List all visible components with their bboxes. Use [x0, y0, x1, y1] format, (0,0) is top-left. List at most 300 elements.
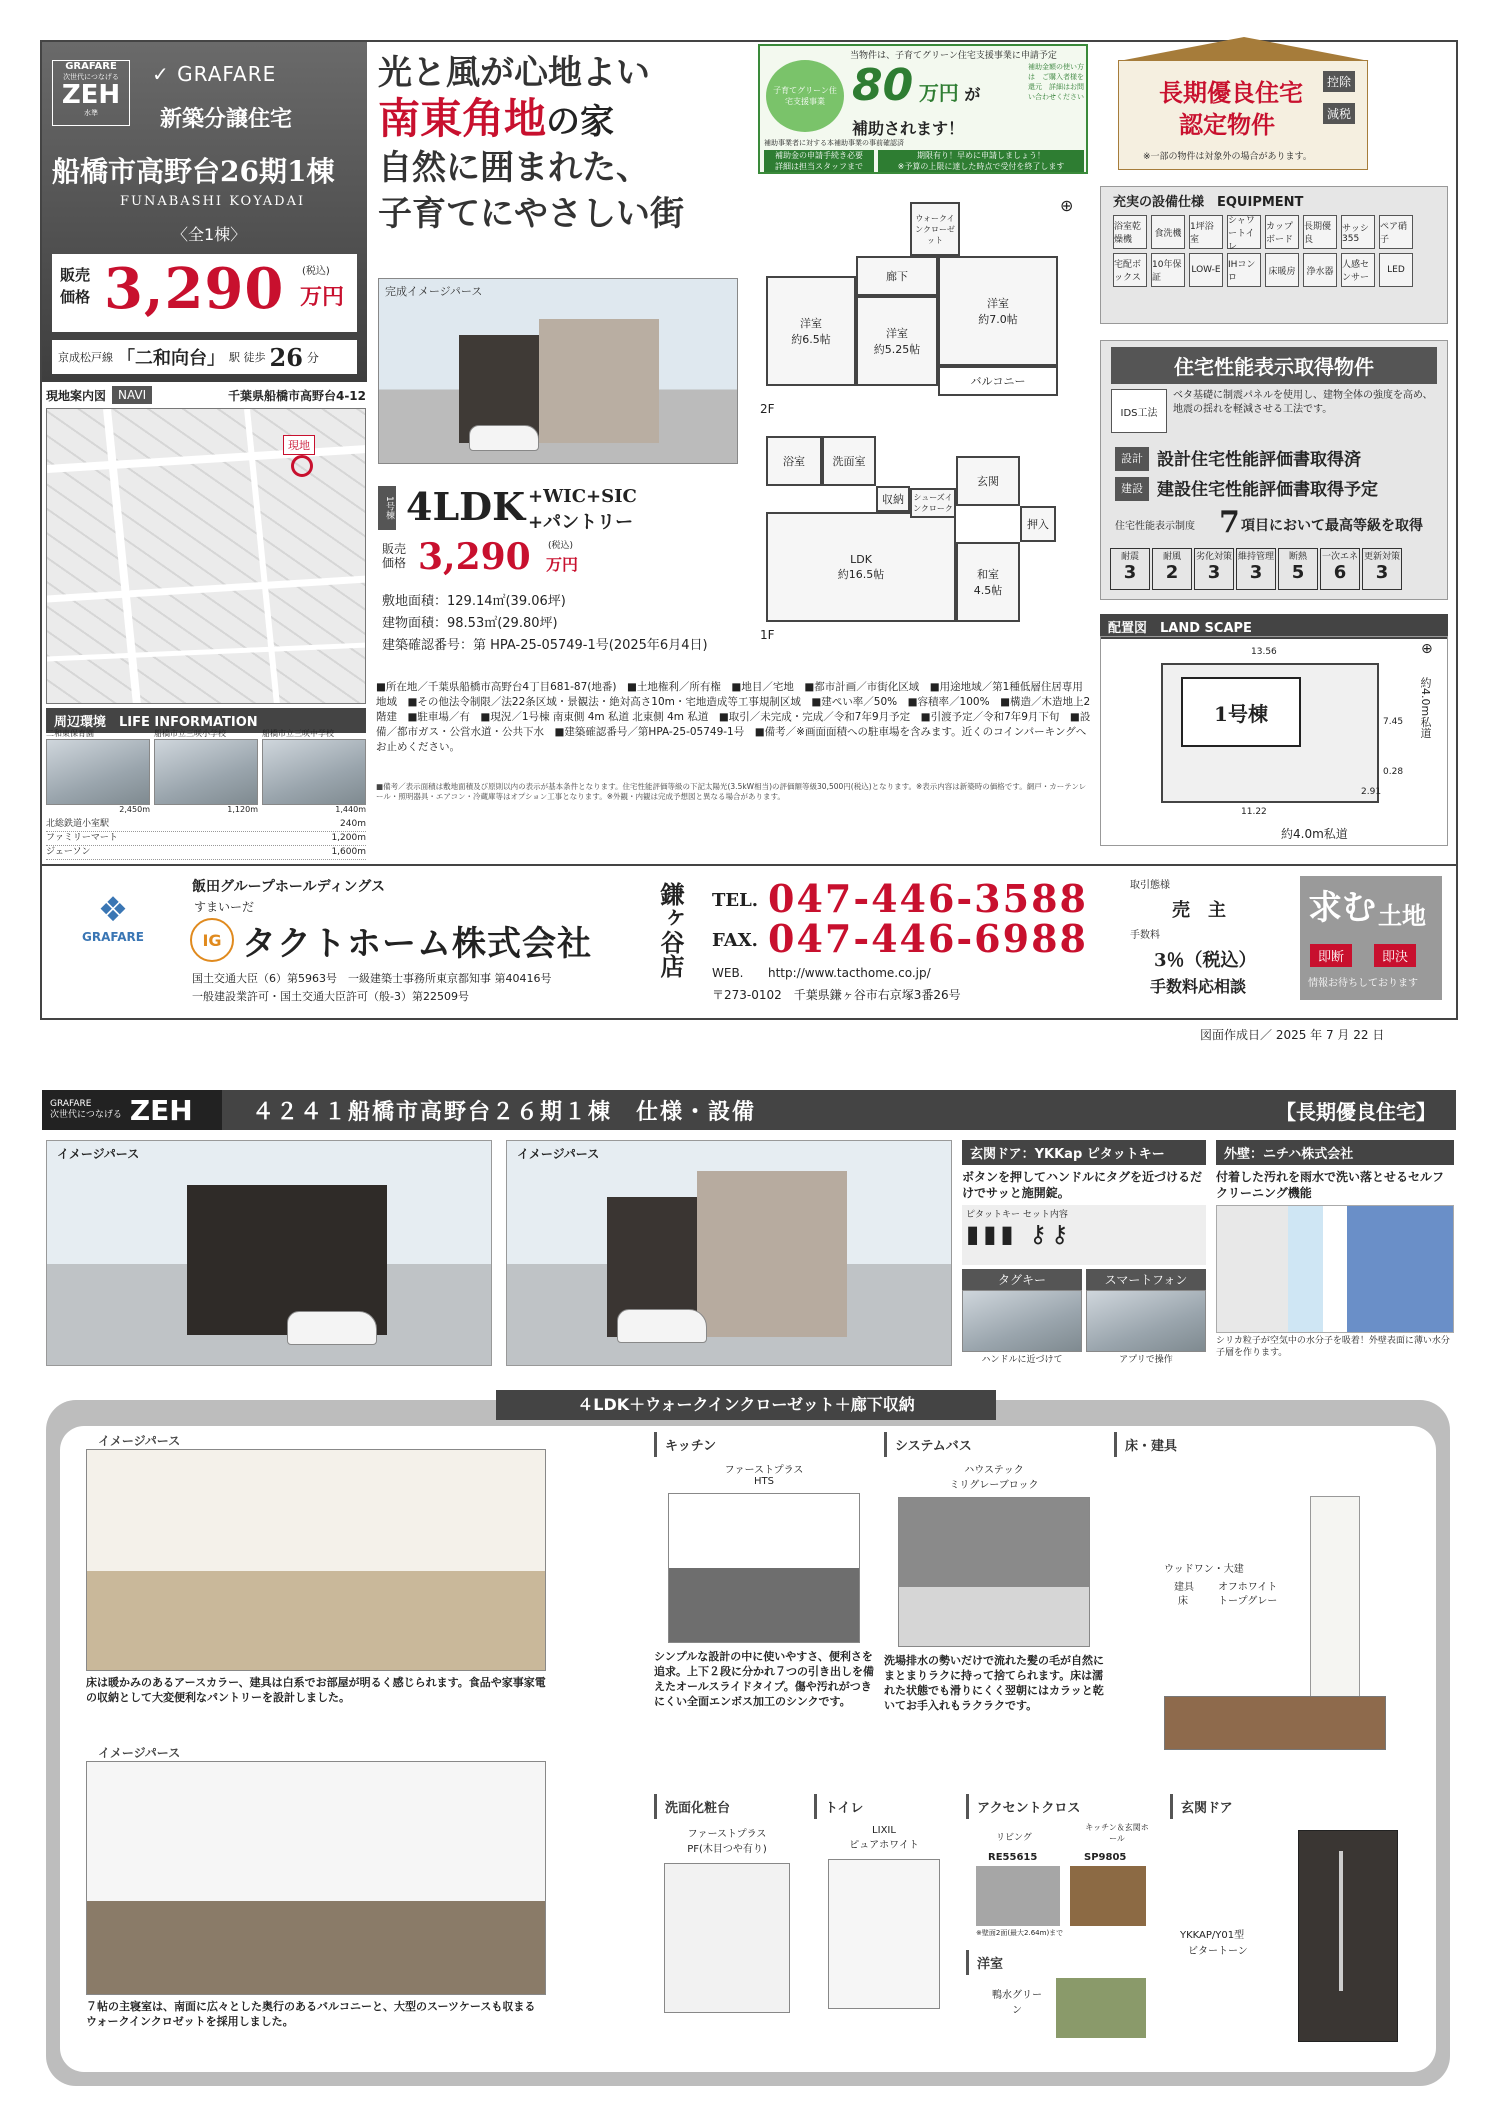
room-1f-storage [876, 486, 910, 512]
washi-color: 鴨水グリーン [992, 1990, 1042, 2016]
life-list [46, 818, 366, 860]
spec-exterior-1 [46, 1140, 492, 1366]
map-address: 千葉県船橋市高野台4-12 [227, 388, 366, 403]
entrance-product: YKKAP/Y01型 [1180, 1930, 1245, 1941]
door-key-tag [962, 1269, 1082, 1365]
toilet-section [814, 1794, 954, 2054]
vanity-title: 洗面化粧台 [654, 1794, 800, 1819]
floorplan-1f [760, 432, 1090, 644]
company-address: 〒273-0102 千葉県鎌ヶ谷市右京塚3番26号 [712, 988, 961, 1002]
landscape-site [1100, 636, 1448, 846]
grafare-footer-logo [68, 890, 158, 944]
house-light-block [697, 1171, 847, 1337]
headline-line-4: 子育てにやさしい街 [378, 194, 684, 234]
door-key-tag-label: タグキー [962, 1269, 1082, 1290]
life-list-row [46, 846, 366, 860]
equipment-icon: シャワートイレ [1227, 215, 1261, 249]
rating-item [1194, 548, 1234, 590]
longterm-box [1118, 60, 1368, 170]
headline [378, 50, 748, 237]
rating-grade: 3 [1207, 562, 1221, 583]
kitchen-product: ファーストプラス [724, 1465, 804, 1476]
door-key-phone [1086, 1269, 1206, 1365]
room-name: シューズインクローク [913, 493, 953, 513]
plan-price-label: 販売価格 [382, 542, 407, 570]
room-1f-label [838, 553, 885, 582]
cross-living: リビング [996, 1833, 1032, 1843]
cross-section [966, 1794, 1156, 1944]
toilet-title: トイレ [814, 1794, 954, 1819]
life-list-row [46, 818, 366, 832]
life-list-dist: 1,200m [331, 833, 366, 843]
room-name: 洋室 [987, 297, 1009, 310]
ldk-text: 床は暖かみのあるアースカラー、建具は白系でお部屋が明るく感じられます。食品や家事家電の収納として大変便利なパントリーを設計しました。 [86, 1676, 546, 1704]
wanted-5: 情報お待ちしております [1308, 978, 1418, 989]
equipment-icon: 長期優良 [1303, 215, 1337, 249]
wanted-2: 土地 [1378, 901, 1426, 930]
rating-grade: 3 [1123, 562, 1137, 583]
floor-door-label: 建具 [1174, 1582, 1194, 1593]
license-2: 一般建設業許可・国土交通大臣許可（般-3）第22509号 [192, 990, 469, 1003]
room-2f-hall [856, 256, 938, 296]
station-walk: 駅 徒歩 [229, 351, 266, 364]
entrance-door-photo [1298, 1830, 1398, 2042]
company-footer [42, 864, 1456, 1018]
life-item-0 [46, 728, 150, 814]
spec-exterior-2 [506, 1140, 952, 1366]
project-kind: 新築分譲住宅 [160, 106, 293, 132]
holdings-name: 飯田グループホールディングス [192, 879, 386, 895]
entrance-section [1170, 1794, 1426, 2054]
life-photo [262, 739, 366, 805]
door-key-phone-label: スマートフォン [1086, 1269, 1206, 1290]
bed-label: イメージパース [98, 1746, 181, 1760]
grafare-logo [152, 62, 276, 86]
headline-line-1: 光と風が心地よい [378, 53, 650, 93]
price-block [52, 254, 357, 332]
rating-grade: 5 [1291, 562, 1305, 583]
created-date: 図面作成日／ 2025 年 7 月 22 日 [1200, 1028, 1385, 1042]
room-name: 廊下 [886, 270, 908, 283]
house-light-wall [539, 319, 659, 443]
plan-price: 3,290 [418, 536, 531, 578]
room-2f-wic [910, 202, 960, 256]
subsidy-box-right [878, 150, 1084, 172]
toilet-product: LIXIL [872, 1825, 896, 1836]
floor-product: ウッドワン・大建 [1164, 1564, 1244, 1575]
cross-swatch-1 [976, 1866, 1060, 1926]
station-minutes: 26 [269, 342, 303, 372]
subsidy-amount-unit: 万円 [918, 81, 959, 105]
room-name: 洋室 [800, 317, 822, 330]
equipment-icon: 1坪浴室 [1189, 215, 1223, 249]
door-key-panel [962, 1140, 1206, 1386]
map-roads [47, 409, 366, 704]
spec-title-bar [42, 1090, 1456, 1130]
rating-name: 耐震 [1120, 552, 1139, 562]
performance-ratings [1109, 547, 1445, 591]
rating-item [1362, 548, 1402, 590]
cross-note: ※壁面2面(最大2.64m)まで [976, 1929, 1064, 1937]
room-name: 洗面室 [832, 455, 866, 468]
floor-1f-label: 1F [760, 628, 775, 642]
performance-line-2: 建設住宅性能評価書取得予定 [1157, 480, 1378, 500]
life-list-row [46, 832, 366, 846]
life-item-dist: 2,450m [119, 805, 150, 814]
perspective-image [378, 278, 738, 464]
wall-diagram [1216, 1205, 1454, 1333]
left-column [42, 42, 367, 382]
room-1f-closet [1020, 506, 1056, 542]
performance-title: 住宅性能表示取得物件 [1111, 347, 1437, 384]
zeh-badge-level: 水準 [84, 109, 98, 117]
ids-text: ベタ基礎に制震パネルを使用し、建物全体の強度を高め、地震の揺れを軽減させる工法です。 [1173, 390, 1433, 415]
life-list-dist: 1,600m [331, 847, 366, 857]
performance-panel [1100, 340, 1448, 600]
wanted-4: 即決 [1374, 944, 1416, 967]
map-site-circle [291, 455, 313, 477]
house-car [287, 1311, 377, 1345]
spec-banner: ４LDK＋ウォークインクローゼット＋廊下収納 [496, 1390, 996, 1420]
room-size: 約5.25帖 [873, 343, 921, 356]
house-car [617, 1309, 707, 1343]
equipment-grid [1111, 213, 1441, 289]
room-name: LDK [850, 552, 872, 566]
branch-name: 鎌ヶ谷店 [656, 882, 685, 978]
deal-value: 売 主 [1172, 900, 1226, 921]
floor-sample [1164, 1696, 1386, 1750]
performance-badge-1: 設計 [1115, 447, 1149, 471]
plan-layout: 4LDK [406, 484, 526, 529]
room-1f-bath [766, 436, 822, 486]
cross-code-1: RE55615 [988, 1852, 1038, 1863]
performance-items-count: 7 [1219, 505, 1240, 540]
plan-plus-1: +WIC+SIC [528, 486, 637, 507]
rating-grade: 3 [1249, 562, 1263, 583]
life-list-name: 北総鉄道小室駅 [46, 819, 110, 829]
room-1f-entrance [956, 456, 1020, 506]
subsidy-ribbon: 補助事業者に対する本補助事業の事前確認済 [764, 139, 904, 147]
headline-line-3: 自然に囲まれた、 [378, 148, 650, 188]
life-list-dist: 240m [340, 819, 366, 829]
rating-name: 断熱 [1288, 552, 1307, 562]
performance-items-text: 項目において最高等級を取得 [1241, 518, 1423, 534]
ldk-label: イメージパース [98, 1434, 181, 1448]
equipment-icon: ペア硝子 [1379, 215, 1413, 249]
life-list-name: ジェーソン [46, 847, 91, 857]
map-label: 現地案内図 [46, 388, 107, 403]
life-info-header: 周辺環境 LIFE INFORMATION [46, 708, 366, 733]
room-2f-label [791, 315, 831, 347]
washi-title: 洋室 [966, 1950, 1026, 1975]
compass-icon: ⊕ [1060, 196, 1074, 215]
kitchen-model: HTS [754, 1476, 774, 1487]
project-roman: FUNABASHI KOYADAI [120, 194, 306, 209]
wall-panel [1216, 1140, 1454, 1386]
longterm-line-1: 長期優良住宅 [1159, 78, 1303, 107]
room-2f-label [978, 295, 1018, 327]
equipment-icon: LED [1379, 253, 1413, 287]
performance-line-1: 設計住宅性能評価書取得済 [1157, 450, 1361, 470]
fee-note: 手数料応相談 [1150, 977, 1247, 996]
unit-badge: 1号棟 [378, 486, 396, 530]
deal-label: 取引態様 [1130, 880, 1170, 891]
bath-title: システムバス [884, 1432, 1104, 1457]
fee-value: 3％（税込） [1154, 950, 1257, 971]
room-1f-washroom [822, 436, 876, 486]
life-item-name: 船橋市立三咲小学校 [154, 729, 226, 738]
equipment-icon: 人感センサー [1341, 253, 1375, 287]
room-1f-sic [910, 488, 956, 518]
equipment-icon: 浄水器 [1303, 253, 1337, 287]
vanity-photo [664, 1863, 790, 2013]
station-row [52, 340, 357, 374]
price-tax: (税込) [302, 266, 330, 277]
price-value: 3,290 [104, 256, 285, 322]
washi-section [966, 1950, 1156, 2050]
compass-icon: ⊕ [1421, 641, 1433, 657]
room-name: 押入 [1027, 518, 1049, 531]
wanted-box [1300, 876, 1442, 1000]
subsidy-box [758, 44, 1088, 174]
life-photo [154, 739, 258, 805]
room-2f-label [874, 325, 921, 357]
door-key-tag-cap: ハンドルに近づけて [981, 1355, 1063, 1365]
cross-swatch-2 [1070, 1866, 1146, 1926]
room-1f-ldk [766, 512, 956, 622]
plan-summary [378, 480, 758, 660]
floor-door: オフホワイト [1218, 1582, 1278, 1593]
price-label-1: 販売 [60, 266, 91, 284]
door-key-text: ボタンを押してハンドルにタグを近づけるだけでサッと施開錠。 [962, 1170, 1203, 1200]
site-road-side: 約4.0m私道 [1419, 677, 1432, 739]
map-navi-badge: NAVI [112, 386, 152, 404]
plan-confirm-no: 建築確認番号：第 HPA-25-05749-1号(2025年6月4日) [382, 638, 708, 653]
kitchen-photo [668, 1493, 860, 1643]
bed-photo [86, 1761, 546, 1995]
fax-label: FAX. [712, 930, 758, 951]
longterm-note: ※一部の物件は対象外の場合があります。 [1143, 152, 1312, 162]
subsidy-box-left-1: 補助金の申請手続き必要 [775, 151, 863, 160]
site-road-bottom: 約4.0m私道 [1281, 827, 1348, 841]
room-name: 玄関 [977, 475, 999, 488]
vanity-product: ファーストプラス [687, 1829, 767, 1840]
grafare-wing-icon: ❖ [97, 890, 129, 930]
life-item-1 [154, 728, 258, 814]
spec-title: ４２４１船橋市高野台２６期１棟 仕様・設備 [252, 1098, 757, 1125]
site-unit-label: 1号棟 [1214, 701, 1268, 726]
room-1f-label [974, 566, 1003, 598]
rating-name: 劣化対策 [1195, 552, 1232, 562]
web-url[interactable]: http://www.tacthome.co.jp/ [768, 966, 931, 980]
site-dim-small-1: 2.91 [1361, 787, 1382, 797]
life-item-dist: 1,120m [227, 805, 258, 814]
kitchen-section [654, 1432, 874, 1782]
entrance-title: 玄関ドア [1170, 1794, 1270, 1819]
site-building [1181, 677, 1301, 747]
tel-number[interactable]: 047-446-3588 [768, 876, 1088, 921]
phone-photo [1086, 1290, 1206, 1352]
life-item-dist: 1,440m [335, 805, 366, 814]
vanity-section [654, 1794, 800, 2054]
rating-grade: 2 [1165, 562, 1179, 583]
cross-kitchen: キッチン＆玄関ホール [1085, 1823, 1149, 1843]
door-key-set [962, 1205, 1206, 1265]
ldk-photo [86, 1449, 546, 1671]
wanted-3: 即断 [1310, 944, 1352, 967]
rating-name: 維持管理 [1237, 552, 1274, 562]
rating-name: 耐風 [1162, 552, 1181, 562]
map-header [46, 384, 366, 406]
map-site-marker: 現地 [283, 435, 315, 455]
site-dim-top: 13.56 [1251, 647, 1277, 657]
equipment-icon: 床暖房 [1265, 253, 1299, 287]
room-2f-western-a [766, 276, 856, 386]
floor-2f-label: 2F [760, 402, 775, 416]
equipment-icon: 10年保証 [1151, 253, 1185, 287]
floor-section [1114, 1432, 1424, 1772]
tel-label: TEL. [712, 890, 759, 911]
room-name: 和室 [977, 568, 999, 581]
spec-exterior-label: イメージパース [57, 1147, 140, 1161]
performance-items-label: 住宅性能表示制度 [1115, 521, 1195, 532]
equipment-icon: IHコンロ [1227, 253, 1261, 287]
headline-emphasis: 南東角地 [378, 94, 547, 143]
equipment-panel [1100, 186, 1448, 324]
grafare-footer-text: GRAFARE [82, 930, 144, 944]
subsidy-logo [766, 60, 844, 132]
spec-exterior-label: イメージパース [517, 1147, 600, 1161]
kitchen-text: シンプルな設計の中に使いやすさ、便利さを追求。上下２段に分かれ７つの引き出しを備えたオールスライドタイプ。傷や汚れがつきにくい全面エンボス加工のシンクです。 [654, 1650, 874, 1708]
fax-number: 047-446-6988 [768, 916, 1088, 961]
landscape-header: 配置図 LAND SCAPE [1100, 614, 1448, 639]
web-label: WEB. [712, 966, 744, 980]
price-label-2: 価格 [60, 288, 91, 306]
door-sample [1310, 1496, 1360, 1706]
subsidy-box-right-2: ※予算の上限に達した時点で受付を終了します [897, 162, 1065, 171]
equipment-title: 充実の設備仕様 EQUIPMENT [1113, 195, 1304, 210]
life-item-2 [262, 728, 366, 814]
area-map [46, 408, 366, 704]
longterm-tag-2: 減税 [1323, 103, 1355, 124]
floorplan-2f [760, 196, 1090, 428]
room-name: ウォークインクローゼット [915, 213, 955, 245]
toilet-photo [828, 1859, 940, 2009]
bath-product: ハウステック [964, 1465, 1024, 1476]
project-units: 〈全1棟〉 [172, 225, 247, 244]
life-photo [46, 739, 150, 805]
bath-photo [898, 1497, 1090, 1647]
spec-zeh-sub: 次世代につなげる [50, 1110, 122, 1120]
cross-title: アクセントクロス [966, 1794, 1156, 1819]
subsidy-box-right-1: 期限有り！早めに申請しましょう！ [917, 151, 1045, 160]
floor-title: 床・建具 [1114, 1432, 1424, 1457]
subsidy-subsidized: 補助されます！ [852, 119, 965, 138]
floor-floor-label: 床 [1178, 1596, 1188, 1607]
fine-print: ■備考／表示面積は敷地面積及び原則以内の表示が基本条件となります。住宅性能評価等級の下記太陽光(3.5kW相当)の評価額等級30,500円(税込)となります。※表示内容は新築時の価格です。網戸・カーテンレール・照明器具・エアコン・冷蔵庫等はオプション工事となります。※外観・内観は完成予想図と異なる場合があります。 [376, 782, 1087, 801]
grafare-logo-icon: ✓ [152, 62, 170, 86]
zeh-badge-zeh: ZEH [61, 80, 121, 110]
life-item-name: 二和東保育園 [46, 729, 94, 738]
life-item-name: 船橋市立三咲中学校 [262, 729, 334, 738]
room-size: 4.5帖 [973, 584, 1003, 597]
life-list-name: ファミリーマート [46, 833, 118, 843]
headline-suffix: の家 [546, 102, 615, 142]
plan-price-tax: (税込) [548, 541, 574, 551]
perspective-label: 完成イメージパース [385, 285, 483, 298]
spec-longterm: 【長期優良住宅】 [1276, 1099, 1436, 1124]
equipment-icon: LOW-E [1189, 253, 1223, 287]
equipment-icon: 浴室乾燥機 [1113, 215, 1147, 249]
bath-model: ミリグレーブロック [949, 1480, 1039, 1491]
room-name: バルコニー [970, 375, 1026, 388]
subsidy-box-left [764, 150, 874, 172]
house-car [469, 425, 539, 451]
company-kana: すまいーだ [194, 900, 255, 914]
spec-zeh-text [50, 1099, 122, 1121]
spec-zeh-logo: ZEH [129, 1093, 193, 1127]
life-photos [46, 728, 366, 814]
bed-text: ７帖の主寝室は、南面に広々とした奥行のあるバルコニーと、大型のスーツケースも収まるウォークインクロゼットを採用しました。 [86, 2000, 536, 2028]
headline-line-2 [378, 96, 748, 145]
zeh-badge-sub: 次世代につなげる [63, 73, 119, 81]
subsidy-amount-suffix: が [964, 85, 981, 104]
spec-zeh-grafare: GRAFARE [50, 1099, 92, 1109]
license-1: 国土交通大臣（6）第5963号 一級建築士事務所東京都知事 第40416号 [192, 972, 552, 985]
floor-floor: トープグレー [1218, 1596, 1278, 1607]
rating-name: 一次エネ [1321, 552, 1358, 562]
station-line: 京成松戸線 [58, 351, 113, 364]
rating-grade: 3 [1375, 562, 1389, 583]
project-name: 船橋市高野台26期1棟 [52, 155, 335, 188]
equipment-icon: 宅配ボックス [1113, 253, 1147, 287]
room-2f-western-c [938, 256, 1058, 366]
door-handle [1339, 1851, 1343, 1991]
wall-text: 付着した汚れを雨水で洗い落とせるセルフクリーニング機能 [1216, 1170, 1445, 1200]
equipment-icon: サッシ355 [1341, 215, 1375, 249]
room-1f-japanese [956, 542, 1020, 622]
station-min-unit: 分 [306, 350, 319, 365]
subsidy-box-left-2: 詳細は担当スタッフまで [775, 162, 863, 171]
rating-item [1152, 548, 1192, 590]
equipment-icon: 食洗機 [1151, 215, 1185, 249]
bath-text: 洗場排水の勢いだけで流れた髪の毛が自然にまとまりラクに持って捨てられます。床は濡れた状態でも滑りにくく翌朝にはカラッと乾いてお手入れもラクラクです。 [884, 1654, 1104, 1712]
rating-item [1278, 548, 1318, 590]
wall-title: 外壁：ニチハ株式会社 [1216, 1140, 1454, 1165]
subsidy-logo-caption: 子育てグリーン住宅支援事業 [773, 86, 837, 106]
vanity-model: PF(木目つや有り) [687, 1844, 767, 1855]
grafare-logo-text: GRAFARE [177, 62, 277, 86]
bed-section [86, 1744, 546, 2044]
wanted-1: 求む [1308, 888, 1376, 928]
room-size: 約16.5帖 [837, 567, 885, 581]
room-name: 浴室 [783, 455, 805, 468]
washi-swatch [1056, 1978, 1146, 2038]
zeh-badge [52, 60, 130, 126]
equipment-icon: カップボード [1265, 215, 1299, 249]
rating-item [1110, 548, 1150, 590]
fee-label: 手数料 [1130, 930, 1160, 941]
bath-section [884, 1432, 1104, 1782]
longterm-tag-1: 控除 [1323, 71, 1355, 92]
company-name: タクトホーム株式会社 [242, 924, 592, 964]
entrance-color: ビタートーン [1188, 1946, 1248, 1957]
site-dim-bottom: 11.22 [1241, 807, 1267, 817]
room-2f-balcony [938, 366, 1058, 396]
room-2f-western-b [856, 296, 938, 386]
wall-caption: シリカ粒子が空気中の水分子を吸着！外壁表面に薄い水分子層を作ります。 [1216, 1336, 1450, 1358]
plan-land-area: 敷地面積：129.14㎡(39.06坪) [382, 594, 566, 609]
